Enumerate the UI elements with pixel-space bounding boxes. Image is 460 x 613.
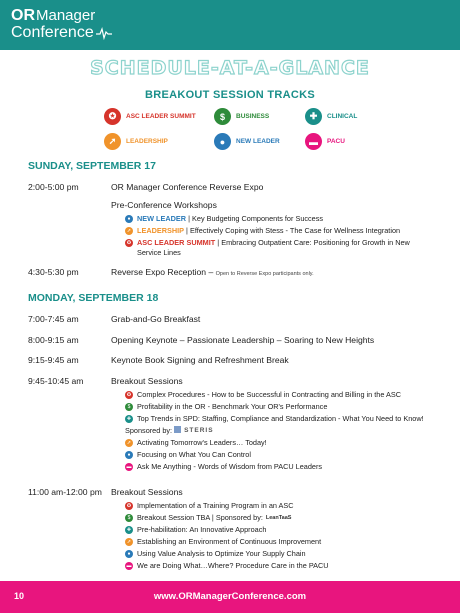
workshop-item (125, 238, 425, 258)
session-item (125, 438, 425, 448)
sponsor-line (125, 426, 425, 436)
session-item (125, 462, 425, 472)
stethoscope-icon: ✚ (126, 527, 132, 533)
session-item (125, 402, 425, 412)
track-label: PACU (327, 138, 345, 145)
track-label: LEADERSHIP (126, 138, 168, 145)
dollar-icon: $ (125, 403, 133, 411)
workshop-item (125, 226, 425, 236)
track-new-leader (214, 133, 280, 150)
track-pacu (305, 133, 345, 150)
session-title: Pre-habilitation: An Innovative Approach (137, 525, 267, 534)
track-tag: ASC LEADER SUMMIT (137, 238, 216, 247)
time-label: 9:15-9:45 am (28, 355, 79, 365)
session-title: Breakout Session TBA | Sponsored by: (137, 513, 263, 522)
pulse-icon (96, 26, 112, 40)
session-title: | Key Budgeting Components for Success (186, 214, 324, 223)
dollar-icon: $ (214, 108, 231, 125)
header-bar (0, 0, 460, 50)
event-title: Breakout Sessions (111, 487, 183, 497)
session-title: Ask Me Anything - Words of Wisdom from PACU Leaders (137, 462, 323, 471)
session-item (125, 414, 425, 424)
sponsor-name: STERIS (184, 427, 214, 434)
session-title: Activating Tomorrow's Leaders… Today! (137, 438, 267, 447)
workshop-item (125, 214, 425, 224)
track-tag: NEW LEADER (137, 214, 187, 223)
person-icon: ● (125, 550, 133, 558)
logo-or: OR (11, 7, 35, 24)
person-icon: ● (125, 215, 133, 223)
time-label: 4:30-5:30 pm (28, 267, 79, 277)
session-item (125, 537, 425, 547)
session-title: Top Trends in SPD: Staffing, Compliance and Standardization - What You Need to Know! (137, 414, 424, 423)
track-business (214, 108, 269, 125)
session-title: Using Value Analysis to Optimize Your Supply Chain (137, 549, 306, 558)
stethoscope-icon: ✚ (305, 108, 322, 125)
event-title: Grab-and-Go Breakfast (111, 314, 201, 324)
bed-icon: ▬ (126, 464, 132, 470)
asc-icon: ✪ (126, 392, 132, 398)
track-label: BUSINESS (236, 113, 270, 120)
track-tag: LEADERSHIP (137, 226, 185, 235)
leadership-icon: ➚ (126, 539, 132, 545)
session-title: Implementation of a Training Program in an ASC (137, 501, 294, 510)
page-title: SCHEDULE-AT-A-GLANCE (90, 57, 370, 79)
page-number: 10 (14, 591, 25, 601)
track-asc (104, 108, 196, 125)
session-title: | Effectively Coping with Stess - The Case for Wellness Integration (184, 226, 401, 235)
sponsor-label: Sponsored by: (125, 426, 173, 435)
track-label: ASC LEADER SUMMIT (126, 113, 196, 120)
session-item (125, 561, 425, 571)
logo-conference: Conference (11, 24, 94, 41)
asc-icon: ✪ (126, 503, 132, 509)
time-label: 11:00 am-12:00 pm (28, 487, 102, 497)
track-label: NEW LEADER (236, 138, 280, 145)
person-icon: ● (125, 451, 133, 459)
session-item (125, 549, 425, 559)
session-title: Establishing an Environment of Continuous Improvement (137, 537, 322, 546)
steris-logo-icon (174, 426, 181, 433)
monday-heading: MONDAY, SEPTEMBER 18 (28, 292, 159, 304)
event-title (111, 267, 314, 277)
reception-note: Open to Reverse Expo participants only. (215, 271, 314, 277)
session-title: Complex Procedures - How to be Successful in Contracting and Billing in the ASC (137, 390, 402, 399)
time-label: 8:00-9:15 am (28, 335, 79, 345)
website-link[interactable]: www.ORManagerConference.com (153, 591, 307, 602)
track-label: CLINICAL (327, 113, 358, 120)
session-item (125, 525, 425, 535)
event-title: Keynote Book Signing and Refreshment Break (111, 355, 289, 365)
footer-bar (0, 581, 460, 613)
time-label: 7:00-7:45 am (28, 314, 79, 324)
session-title-cont: Service Lines (137, 248, 181, 257)
session-item (125, 513, 425, 523)
reception-label: Reverse Expo Reception – (111, 267, 216, 277)
stethoscope-icon: ✚ (126, 416, 132, 422)
dollar-icon: $ (125, 514, 133, 522)
logo-manager: Manager (36, 7, 96, 24)
asc-icon: ✪ (126, 240, 132, 246)
bed-icon: ▬ (126, 563, 132, 569)
event-title: Pre-Conference Workshops (111, 200, 217, 210)
session-title: Focusing on What You Can Control (137, 450, 251, 459)
logo (11, 8, 112, 42)
session-item (125, 390, 425, 400)
sunday-heading: SUNDAY, SEPTEMBER 17 (28, 160, 156, 172)
sponsor-name: LeanTaaS (265, 515, 292, 521)
time-label: 2:00-5:00 pm (28, 182, 79, 192)
leadership-icon: ➚ (126, 440, 132, 446)
event-title: OR Manager Conference Reverse Expo (111, 182, 264, 192)
bed-icon: ▬ (305, 133, 322, 150)
tracks-heading: BREAKOUT SESSION TRACKS (144, 89, 316, 101)
track-leadership (104, 133, 168, 150)
event-title: Opening Keynote – Passionate Leadership – Soaring to New Heights (111, 335, 375, 345)
time-label: 9:45-10:45 am (28, 376, 84, 386)
session-title: Profitability in the OR - Benchmark Your OR's Performance (137, 402, 328, 411)
leadership-icon: ➚ (104, 133, 121, 150)
person-icon: ● (214, 133, 231, 150)
event-title: Breakout Sessions (111, 376, 183, 386)
leadership-icon: ➚ (126, 228, 132, 234)
asc-icon: ✪ (104, 108, 121, 125)
session-title: We are Doing What…Where? Procedure Care in the PACU (137, 561, 329, 570)
session-item (125, 501, 425, 511)
session-item (125, 450, 425, 460)
track-clinical (305, 108, 357, 125)
session-title: | Embracing Outpatient Care: Positioning for Growth in New (215, 238, 410, 247)
